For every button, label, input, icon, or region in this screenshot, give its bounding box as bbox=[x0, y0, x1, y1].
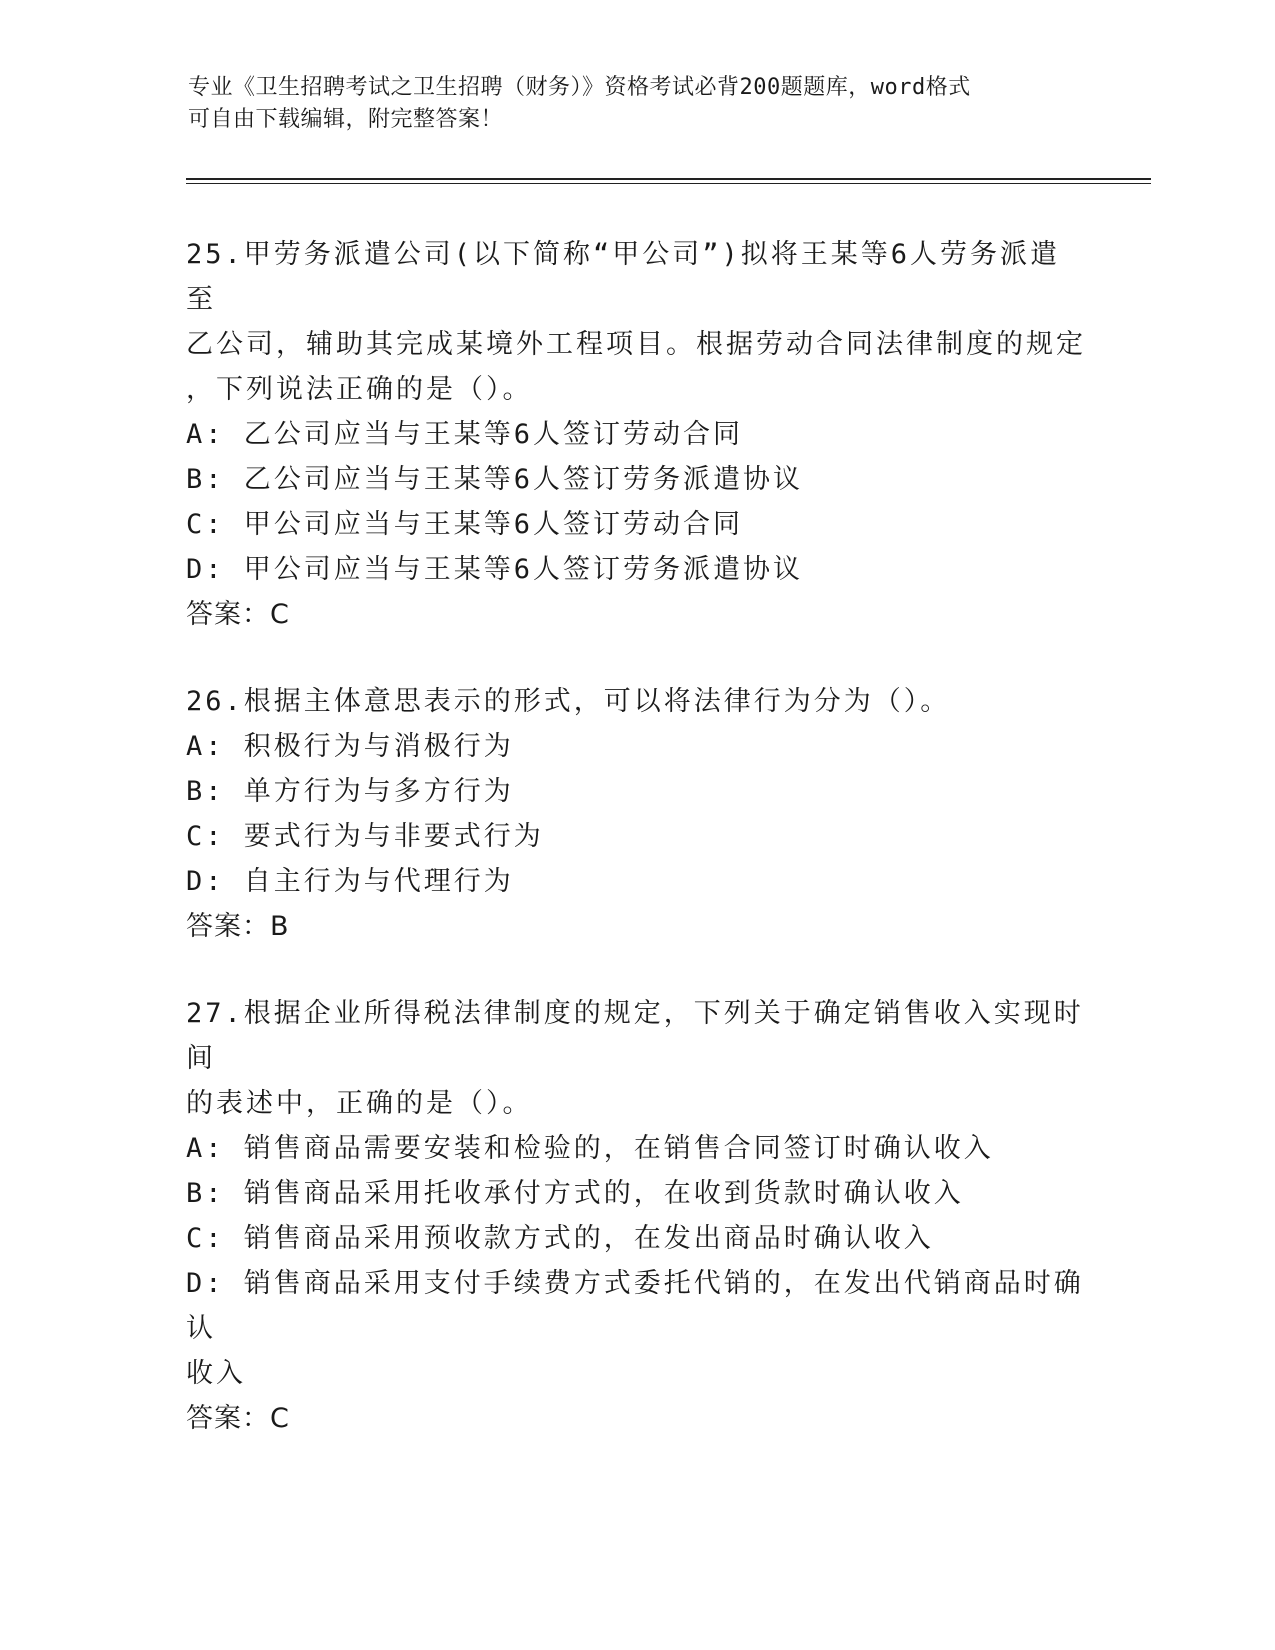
question-27 bbox=[186, 991, 1086, 1441]
option-d: D: 甲公司应当与王某等6人签订劳务派遣协议 bbox=[186, 554, 804, 585]
option-d-continued: 收入 bbox=[186, 1358, 246, 1389]
question-26 bbox=[186, 679, 1086, 949]
question-stem-line: 的表述中，正确的是（）。 bbox=[186, 1088, 533, 1119]
option-c: C: 要式行为与非要式行为 bbox=[186, 821, 544, 852]
header-divider-thin bbox=[186, 183, 1151, 184]
option-c: C: 甲公司应当与王某等6人签订劳动合同 bbox=[186, 509, 744, 540]
page-header bbox=[188, 72, 1088, 136]
question-stem-line: 乙公司，辅助其完成某境外工程项目。根据劳动合同法律制度的规定 bbox=[186, 329, 1086, 360]
question-stem-line: ，下列说法正确的是（）。 bbox=[186, 374, 533, 405]
header-line-1: 专业《卫生招聘考试之卫生招聘（财务）》资格考试必背200题题库，word格式 bbox=[188, 75, 971, 100]
question-stem-line: 25.甲劳务派遣公司(以下简称“甲公司”)拟将王某等6人劳务派遣至 bbox=[186, 239, 1061, 315]
question-stem-line: 26.根据主体意思表示的形式，可以将法律行为分为（）。 bbox=[186, 686, 951, 717]
option-d: D: 销售商品采用支付手续费方式委托代销的，在发出代销商品时确认 bbox=[186, 1268, 1084, 1344]
option-c: C: 销售商品采用预收款方式的，在发出商品时确认收入 bbox=[186, 1223, 934, 1254]
answer-label: 答案：C bbox=[186, 599, 290, 630]
option-a: A: 积极行为与消极行为 bbox=[186, 731, 514, 762]
question-list bbox=[186, 232, 1086, 1483]
question-25 bbox=[186, 232, 1086, 637]
question-stem-line: 27.根据企业所得税法律制度的规定，下列关于确定销售收入实现时间 bbox=[186, 998, 1084, 1074]
option-d: D: 自主行为与代理行为 bbox=[186, 866, 514, 897]
option-b: B: 单方行为与多方行为 bbox=[186, 776, 514, 807]
option-a: A: 销售商品需要安装和检验的，在销售合同签订时确认收入 bbox=[186, 1133, 994, 1164]
header-line-2: 可自由下载编辑，附完整答案！ bbox=[188, 107, 504, 132]
answer-label: 答案：B bbox=[186, 911, 290, 942]
answer-label: 答案：C bbox=[186, 1403, 290, 1434]
option-a: A: 乙公司应当与王某等6人签订劳动合同 bbox=[186, 419, 744, 450]
option-b: B: 乙公司应当与王某等6人签订劳务派遣协议 bbox=[186, 464, 804, 495]
option-b: B: 销售商品采用托收承付方式的，在收到货款时确认收入 bbox=[186, 1178, 964, 1209]
header-divider bbox=[186, 178, 1151, 180]
